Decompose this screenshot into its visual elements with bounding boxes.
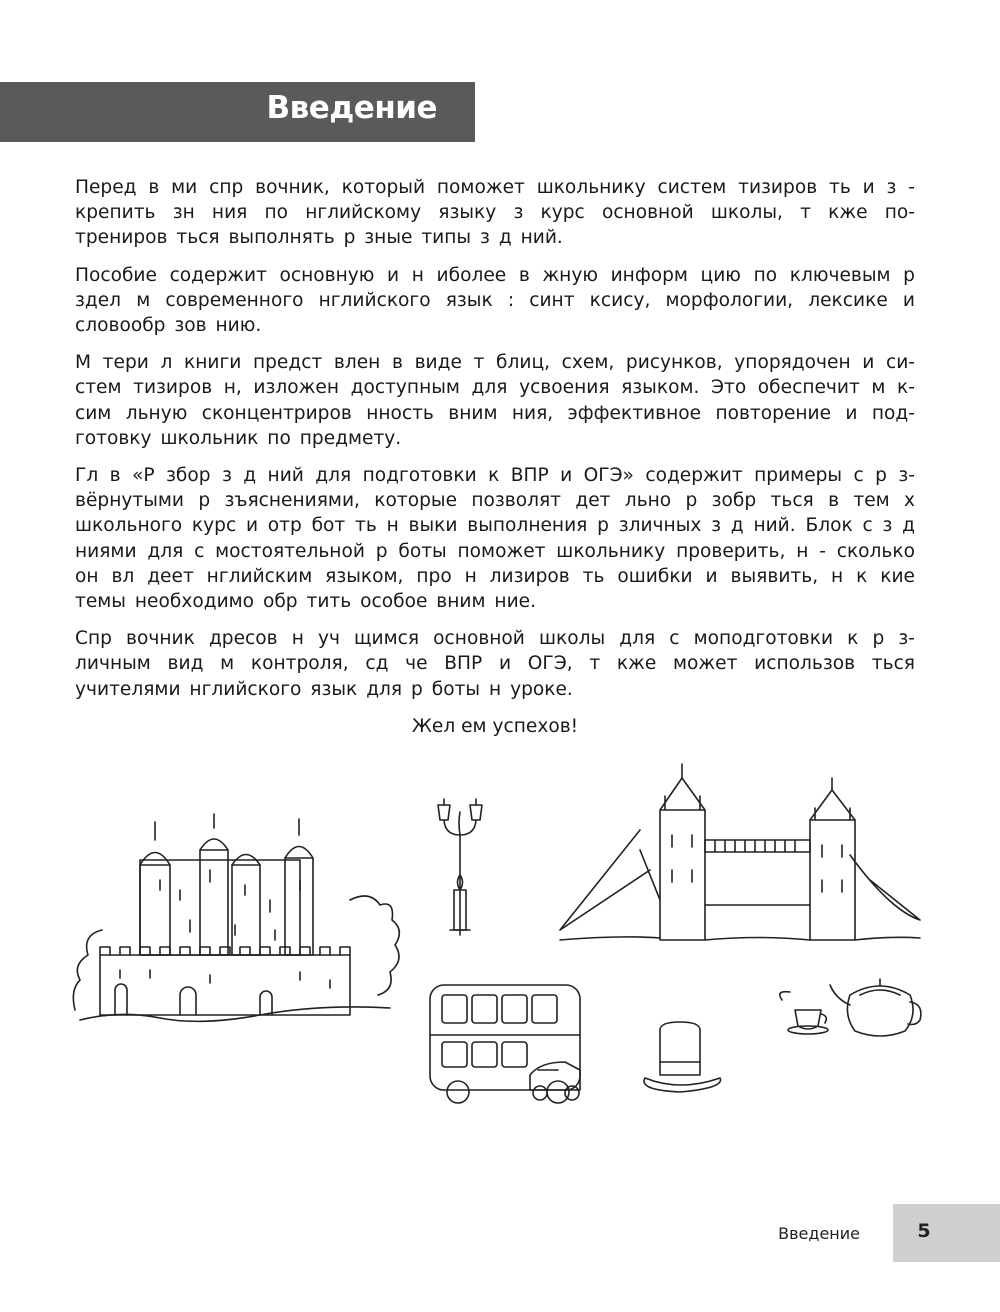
closing-wish: Жел ем успехов! <box>411 715 579 737</box>
paragraph-5: Спр вочник дресов н уч щимся основной школы для с моподготовки к р з- личным вид м контроля, сд че ВПР и ОГЭ, т кже может использов ться учителями нглийского язык для р боты н уроке. <box>75 628 915 700</box>
chapter-title: Введение <box>266 90 437 126</box>
paragraph-2: Пособие содержит основную и н иболее в жную информ цию по ключевым р здел м современного нглийского язык : синт ксису, морфологии, лексике и словообр зов нию. <box>75 264 915 337</box>
paragraph-1: Перед в ми спр вочник, который поможет школьнику систем тизиров ть и з - крепить зн ния по нглийскому языку з курс основной школы, т кже по- трениров ться выполнять р зные типы з д ний. <box>75 177 915 249</box>
paragraph-4: Гл в «Р збор з д ний для подготовки к ВПР и ОГЭ» содержит примеры с р з- вёрнутыми р зъяснениями, которые позволят дет льно р зобр ться в тем х школьного курс и отр бот ть н выки выполнения р зличных з д ний. Блок с з д ниями для с мостоятельной р боты поможет школьнику проверить, н - сколько он вл деет нглийским языком, про н лизиров ть ошибки и выявить, н к кие темы необходимо обр тить особое вним ние. <box>75 465 915 613</box>
top-hat-drawing <box>644 1022 721 1092</box>
tower-of-london-drawing <box>73 814 399 1021</box>
london-illustrations <box>60 740 940 1130</box>
paragraph-3: М тери л книги предст влен в виде т блиц, схем, рисунков, упорядочен и си- стем тизиров н, изложен доступным для усвоения языком. Это обеспечит м к- сим льную сконцентриров нность вним ния, эффективное повторение и под- готовку школьник по предмету. <box>75 352 915 449</box>
tower-bridge-drawing <box>560 764 920 940</box>
page-number-box <box>893 1204 1000 1262</box>
street-lamp-drawing <box>438 799 482 935</box>
chapter-header-bar <box>0 82 475 142</box>
intro-text <box>75 175 915 739</box>
page-number: 5 <box>917 1220 931 1242</box>
footer-section-label: Введение <box>778 1224 860 1243</box>
tea-set-drawing <box>780 979 921 1036</box>
double-decker-bus-drawing <box>430 985 580 1103</box>
